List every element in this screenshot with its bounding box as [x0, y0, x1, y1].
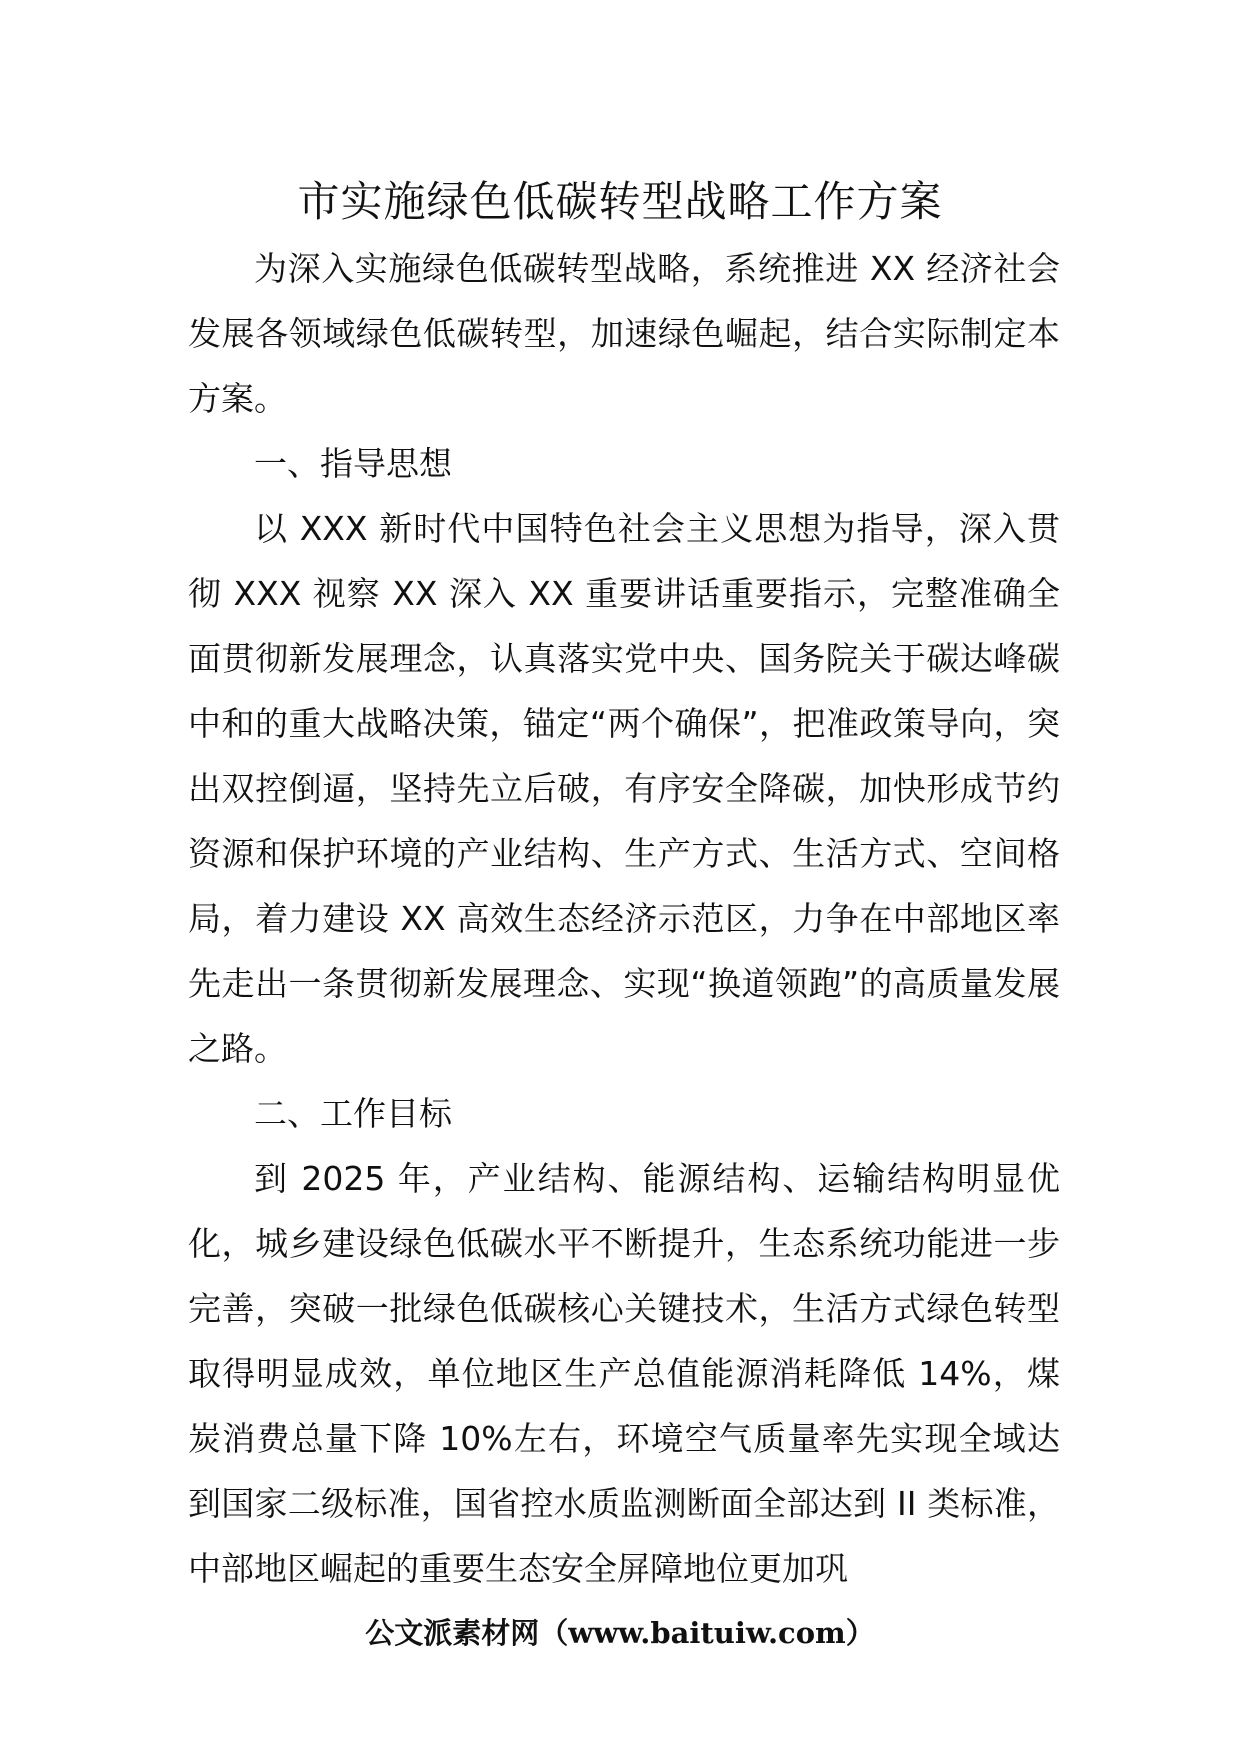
document-title: 市实施绿色低碳转型战略工作方案	[297, 177, 943, 226]
footer-watermark: 公文派素材网（www.baituiw.com）	[365, 1616, 875, 1650]
guiding-ideology-paragraph: 以 XXX 新时代中国特色社会主义思想为指导，深入贯彻 XXX 视察 XX 深入 XX 重要讲话重要指示，完整准确全面贯彻新发展理念，认真落实党中央、国务院关于碳达峰碳中和的重大战略决策，锚定“两个确保”，把准政策导向，突出双控倒逼，坚持先立后破，有序安全降碳，加快形成节约资源和保护环境的产业结构、生产方式、生活方式、空间格局，着力建设 XX 高效生态经济示范区，力争在中部地区率先走出一条贯彻新发展理念、实现“换道领跑”的高质量发展之路。	[188, 509, 1060, 1068]
section-heading-guiding-ideology: 一、指导思想	[254, 444, 452, 483]
document-body	[188, 236, 1060, 1601]
section-heading-work-goals: 二、工作目标	[254, 1094, 452, 1133]
intro-paragraph: 为深入实施绿色低碳转型战略，系统推进 XX 经济社会发展各领域绿色低碳转型，加速绿色崛起，结合实际制定本方案。	[188, 249, 1060, 418]
work-goals-paragraph: 到 2025 年，产业结构、能源结构、运输结构明显优化，城乡建设绿色低碳水平不断提升，生态系统功能进一步完善，突破一批绿色低碳核心关键技术，生活方式绿色转型取得明显成效，单位地区生产总值能源消耗降低 14%，煤炭消费总量下降 10%左右，环境空气质量率先实现全域达到国家二级标准，国省控水质监测断面全部达到 II 类标准，中部地区崛起的重要生态安全屏障地位更加巩	[188, 1159, 1060, 1588]
